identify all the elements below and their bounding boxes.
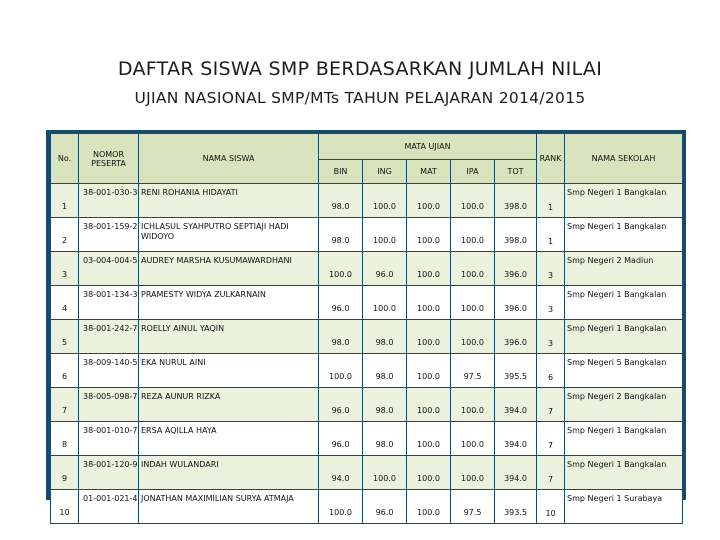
row-bin: 98.0	[319, 218, 363, 252]
row-nomor-peserta: 38-009-140-5	[79, 354, 139, 388]
row-ing: 100.0	[363, 184, 407, 218]
row-mat: 100.0	[407, 252, 451, 286]
header-no: No.	[51, 134, 79, 184]
row-tot: 394.0	[495, 388, 537, 422]
row-nama-siswa: INDAH WULANDARI	[139, 456, 319, 490]
row-mat: 100.0	[407, 218, 451, 252]
header-nomor-peserta: NOMOR PESERTA	[79, 134, 139, 184]
row-ing: 100.0	[363, 286, 407, 320]
row-nama-sekolah: Smp Negeri 1 Bangkalan	[565, 184, 683, 218]
row-ing: 98.0	[363, 320, 407, 354]
row-ipa: 100.0	[451, 184, 495, 218]
row-ing: 100.0	[363, 218, 407, 252]
row-mat: 100.0	[407, 456, 451, 490]
row-mat: 100.0	[407, 286, 451, 320]
table-row	[51, 388, 683, 422]
row-nomor-peserta: 38-001-134-3	[79, 286, 139, 320]
row-no: 10	[51, 490, 79, 524]
row-nama-siswa: ROELLY AINUL YAQIN	[139, 320, 319, 354]
row-bin: 96.0	[319, 286, 363, 320]
row-nomor-peserta: 38-005-098-7	[79, 388, 139, 422]
row-ing: 98.0	[363, 388, 407, 422]
row-no: 2	[51, 218, 79, 252]
row-nama-sekolah: Smp Negeri 1 Bangkalan	[565, 320, 683, 354]
table-row	[51, 456, 683, 490]
row-rank: 1	[537, 184, 565, 218]
row-rank: 10	[537, 490, 565, 524]
row-nomor-peserta: 38-001-242-7	[79, 320, 139, 354]
header-nama-siswa: NAMA SISWA	[139, 134, 319, 184]
page-title: DAFTAR SISWA SMP BERDASARKAN JUMLAH NILAI	[117, 58, 603, 80]
row-bin: 94.0	[319, 456, 363, 490]
row-bin: 100.0	[319, 354, 363, 388]
row-bin: 96.0	[319, 422, 363, 456]
row-ipa: 100.0	[451, 218, 495, 252]
row-tot: 396.0	[495, 320, 537, 354]
row-nomor-peserta: 03-004-004-5	[79, 252, 139, 286]
row-no: 7	[51, 388, 79, 422]
row-nomor-peserta: 38-001-030-3	[79, 184, 139, 218]
row-no: 3	[51, 252, 79, 286]
row-tot: 398.0	[495, 184, 537, 218]
header-bin: BIN	[319, 160, 363, 184]
row-ing: 100.0	[363, 456, 407, 490]
row-no: 4	[51, 286, 79, 320]
row-tot: 395.5	[495, 354, 537, 388]
row-nama-siswa: AUDREY MARSHA KUSUMAWARDHANI	[139, 252, 319, 286]
header-rank: RANK	[537, 134, 565, 184]
row-nama-siswa: RENI ROHANIA HIDAYATI	[139, 184, 319, 218]
row-mat: 100.0	[407, 354, 451, 388]
row-nama-sekolah: Smp Negeri 1 Bangkalan	[565, 456, 683, 490]
table-row	[51, 354, 683, 388]
table-row	[51, 490, 683, 524]
row-rank: 7	[537, 422, 565, 456]
row-ipa: 100.0	[451, 320, 495, 354]
header-mat: MAT	[407, 160, 451, 184]
row-rank: 7	[537, 456, 565, 490]
row-ipa: 100.0	[451, 422, 495, 456]
student-table	[50, 133, 683, 524]
row-ing: 98.0	[363, 422, 407, 456]
row-tot: 394.0	[495, 456, 537, 490]
row-rank: 7	[537, 388, 565, 422]
row-ing: 96.0	[363, 252, 407, 286]
table-row	[51, 286, 683, 320]
row-no: 6	[51, 354, 79, 388]
row-no: 5	[51, 320, 79, 354]
row-nama-siswa: ICHLASUL SYAHPUTRO SEPTIAJI HADI WIDOYO	[139, 218, 319, 252]
row-nama-siswa: JONATHAN MAXIMILIAN SURYA ATMAJA	[139, 490, 319, 524]
row-ipa: 97.5	[451, 354, 495, 388]
row-mat: 100.0	[407, 388, 451, 422]
row-nama-siswa: REZA AUNUR RIZKA	[139, 388, 319, 422]
table-row	[51, 252, 683, 286]
row-nama-sekolah: Smp Negeri 1 Surabaya	[565, 490, 683, 524]
row-rank: 3	[537, 252, 565, 286]
row-mat: 100.0	[407, 184, 451, 218]
header-nama-sekolah: NAMA SEKOLAH	[565, 134, 683, 184]
row-rank: 6	[537, 354, 565, 388]
row-ing: 96.0	[363, 490, 407, 524]
row-tot: 398.0	[495, 218, 537, 252]
row-mat: 100.0	[407, 422, 451, 456]
row-tot: 393.5	[495, 490, 537, 524]
row-rank: 3	[537, 286, 565, 320]
row-no: 8	[51, 422, 79, 456]
row-nomor-peserta: 38-001-010-7	[79, 422, 139, 456]
row-ipa: 97.5	[451, 490, 495, 524]
row-nama-sekolah: Smp Negeri 2 Bangkalan	[565, 388, 683, 422]
row-ipa: 100.0	[451, 252, 495, 286]
row-nama-siswa: PRAMESTY WIDYA ZULKARNAIN	[139, 286, 319, 320]
row-bin: 98.0	[319, 320, 363, 354]
row-nomor-peserta: 38-001-120-9	[79, 456, 139, 490]
row-nama-sekolah: Smp Negeri 1 Bangkalan	[565, 218, 683, 252]
row-no: 9	[51, 456, 79, 490]
page-subtitle: UJIAN NASIONAL SMP/MTs TAHUN PELAJARAN 2014/2015	[134, 89, 586, 107]
row-ipa: 100.0	[451, 388, 495, 422]
row-ipa: 100.0	[451, 286, 495, 320]
row-bin: 96.0	[319, 388, 363, 422]
header-ipa: IPA	[451, 160, 495, 184]
table-row	[51, 184, 683, 218]
row-rank: 1	[537, 218, 565, 252]
table-row	[51, 320, 683, 354]
row-ipa: 100.0	[451, 456, 495, 490]
row-nama-siswa: ERSA AQILLA HAYA	[139, 422, 319, 456]
row-tot: 394.0	[495, 422, 537, 456]
row-nama-siswa: EKA NURUL AINI	[139, 354, 319, 388]
row-bin: 100.0	[319, 490, 363, 524]
row-nama-sekolah: Smp Negeri 1 Bangkalan	[565, 422, 683, 456]
row-mat: 100.0	[407, 320, 451, 354]
row-nomor-peserta: 01-001-021-4	[79, 490, 139, 524]
row-nama-sekolah: Smp Negeri 5 Bangkalan	[565, 354, 683, 388]
row-rank: 3	[537, 320, 565, 354]
header-mata-ujian: MATA UJIAN	[319, 134, 537, 160]
row-nama-sekolah: Smp Negeri 1 Bangkalan	[565, 286, 683, 320]
header-ing: ING	[363, 160, 407, 184]
table-row	[51, 218, 683, 252]
row-bin: 100.0	[319, 252, 363, 286]
row-tot: 396.0	[495, 252, 537, 286]
row-tot: 396.0	[495, 286, 537, 320]
row-nama-sekolah: Smp Negeri 2 Madiun	[565, 252, 683, 286]
row-ing: 98.0	[363, 354, 407, 388]
table-row	[51, 422, 683, 456]
header-tot: TOT	[495, 160, 537, 184]
row-mat: 100.0	[407, 490, 451, 524]
row-nomor-peserta: 38-001-159-2	[79, 218, 139, 252]
row-bin: 98.0	[319, 184, 363, 218]
row-no: 1	[51, 184, 79, 218]
